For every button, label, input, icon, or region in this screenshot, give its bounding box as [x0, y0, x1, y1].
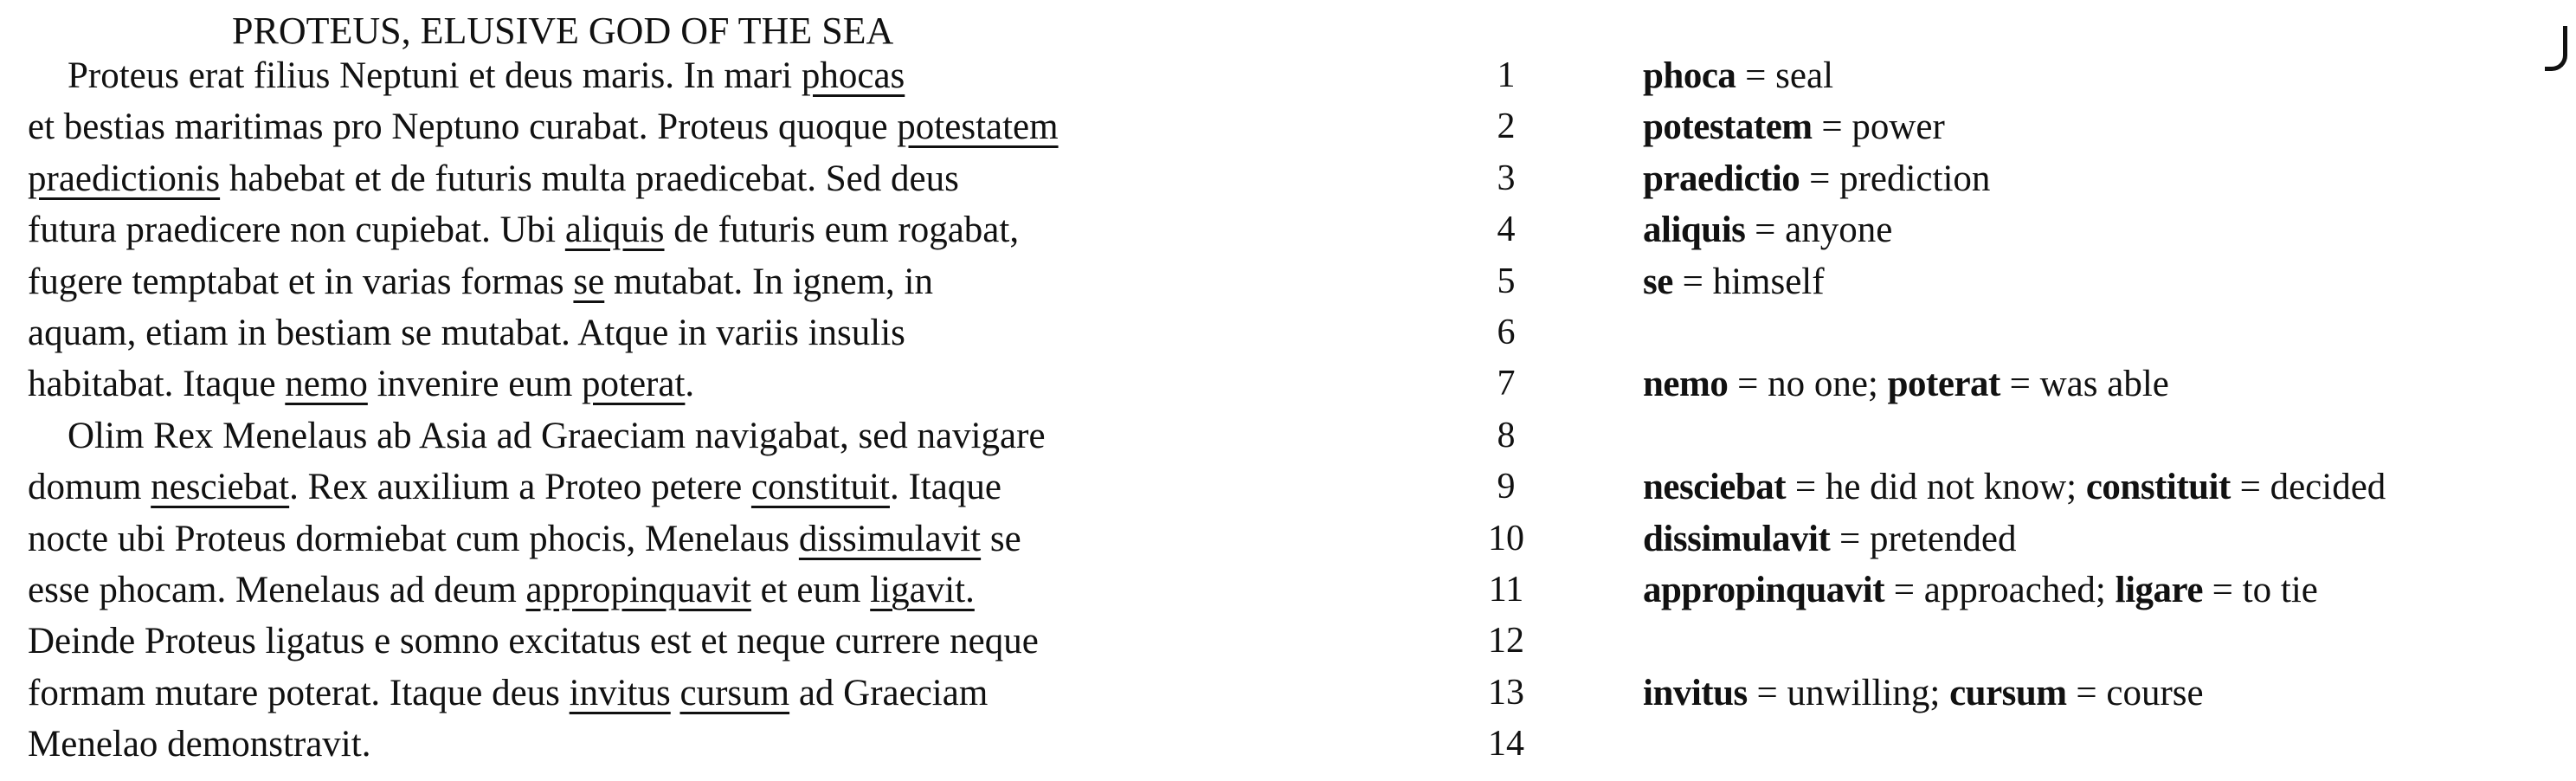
- passage-text: Deinde Proteus ligatus e somno excitatus est et neque currere neque: [28, 621, 1039, 662]
- gloss-definition: = prediction: [1800, 158, 1991, 199]
- gloss-term: nesciebat: [1643, 467, 1787, 508]
- gloss-term: appropinquavit: [1643, 569, 1885, 610]
- gloss-line: [1643, 153, 2386, 204]
- glossed-word: praedictionis: [28, 158, 221, 199]
- gloss-definition: = was able: [2000, 364, 2169, 405]
- gloss-line: [1643, 668, 2386, 719]
- gloss-term: potestatem: [1643, 106, 1813, 148]
- gloss-term: se: [1643, 261, 1673, 302]
- glossed-word: invitus: [569, 672, 671, 713]
- gloss-term: praedictio: [1643, 158, 1800, 199]
- passage-text: nocte ubi Proteus dormiebat cum phocis, Menelaus: [28, 518, 799, 559]
- passage-text: . Itaque: [889, 467, 1001, 508]
- glossed-word: cursum: [679, 672, 790, 713]
- line-number: 13: [1488, 672, 1524, 713]
- glossed-word: appropinquavit: [525, 569, 751, 610]
- passage-text: de futuris eum rogabat,: [664, 210, 1020, 251]
- gloss-definition: = approached;: [1884, 569, 2116, 610]
- line-number: 7: [1497, 364, 1516, 404]
- passage-text: esse phocam. Menelaus ad deum: [28, 569, 526, 610]
- passage-text: Olim Rex Menelaus ab Asia ad Graeciam navigabat, sed navigare: [68, 415, 1046, 456]
- line-number: 2: [1497, 106, 1516, 147]
- passage-text: [671, 673, 680, 713]
- passage-text: futura praedicere non cupiebat. Ubi: [28, 210, 565, 251]
- passage-line: [28, 668, 1059, 719]
- passage-line: [28, 616, 1059, 667]
- gloss-definition: = power: [1812, 106, 1945, 148]
- gloss-definition: = to tie: [2202, 569, 2318, 610]
- gloss-definition: = he did not know;: [1786, 467, 2086, 508]
- line-number: 6: [1497, 312, 1516, 352]
- passage-text: mutabat. In ignem, in: [604, 261, 934, 302]
- glossed-word: aliquis: [564, 210, 665, 251]
- gloss-definition: = pretended: [1830, 518, 2017, 559]
- passage-text: formam mutare poterat. Itaque deus: [28, 672, 570, 713]
- passage-text: et bestias maritimas pro Neptuno curabat. Proteus quoque: [28, 106, 898, 148]
- passage-text: . Rex auxilium a Proteo petere: [289, 467, 751, 508]
- passage-text: ad Graeciam: [789, 672, 989, 713]
- line-number: 8: [1497, 415, 1516, 455]
- vocabulary-glosses: [1643, 50, 2386, 770]
- passage-line: [28, 565, 1059, 616]
- gloss-term: cursum: [1949, 672, 2067, 713]
- line-number: 11: [1488, 569, 1524, 610]
- gloss-line: [1643, 50, 2386, 101]
- passage-text: aquam, etiam in bestiam se mutabat. Atque in variis insulis: [28, 312, 905, 353]
- glossed-word: potestatem: [897, 106, 1059, 148]
- glossed-word: phocas: [801, 55, 905, 96]
- passage-line: [28, 307, 1059, 358]
- gloss-term: constituit: [2085, 467, 2231, 508]
- gloss-definition: = anyone: [1745, 210, 1893, 251]
- gloss-line: [1643, 410, 2386, 462]
- passage-line: [28, 462, 1059, 513]
- glossed-word: nemo: [285, 364, 368, 405]
- passage-text: domum: [28, 467, 151, 508]
- line-number: 1: [1497, 55, 1516, 95]
- passage-line: [28, 410, 1059, 462]
- passage-line: [28, 204, 1059, 255]
- gloss-definition: = unwilling;: [1747, 672, 1950, 713]
- passage-line: [28, 256, 1059, 307]
- gloss-line: [1643, 513, 2386, 565]
- glossed-word: se: [573, 261, 605, 302]
- gloss-line: [1643, 307, 2386, 358]
- gloss-definition: = seal: [1736, 55, 1834, 96]
- gloss-term: aliquis: [1643, 210, 1746, 251]
- gloss-term: phoca: [1643, 55, 1736, 96]
- gloss-line: [1643, 256, 2386, 307]
- passage-text: Proteus erat filius Neptuni et deus maris. In mari: [68, 55, 802, 96]
- gloss-line: [1643, 101, 2386, 152]
- glossed-word: ligavit.: [870, 569, 975, 610]
- passage-line: [28, 153, 1059, 204]
- glossed-word: poterat: [582, 364, 686, 405]
- glossed-word: constituit: [750, 467, 890, 508]
- gloss-term: dissimulavit: [1643, 518, 1831, 559]
- gloss-line: [1643, 719, 2386, 770]
- line-number: 4: [1497, 210, 1516, 250]
- line-number-column: [1437, 50, 1575, 770]
- passage-text: habebat et de futuris multa praedicebat. Sed deus: [220, 158, 959, 199]
- passage-text: fugere temptabat et in varias formas: [28, 261, 574, 302]
- gloss-line: [1643, 565, 2386, 616]
- passage-line: [28, 50, 1059, 101]
- glossed-word: dissimulavit: [798, 518, 982, 559]
- gloss-term: nemo: [1643, 364, 1729, 405]
- line-number: 10: [1488, 518, 1524, 558]
- gloss-definition: = no one;: [1728, 364, 1888, 405]
- latin-passage: [28, 50, 1059, 770]
- gloss-term: invitus: [1643, 672, 1748, 713]
- gloss-line: [1643, 462, 2386, 513]
- page-corner-mark: [2545, 26, 2567, 71]
- gloss-term: ligare: [2115, 569, 2203, 610]
- page-title: PROTEUS, ELUSIVE GOD OF THE SEA: [232, 10, 894, 52]
- line-number: 3: [1497, 158, 1516, 198]
- glossed-word: nesciebat: [151, 467, 290, 508]
- gloss-line: [1643, 204, 2386, 255]
- gloss-definition: = course: [2066, 672, 2204, 713]
- line-number: 14: [1488, 724, 1524, 765]
- passage-text: .: [685, 364, 695, 405]
- line-number: 12: [1488, 621, 1524, 662]
- passage-line: [28, 719, 1059, 770]
- line-number: 9: [1497, 467, 1516, 507]
- line-number: 5: [1497, 261, 1516, 301]
- passage-text: et eum: [750, 569, 871, 610]
- gloss-definition: = himself: [1672, 261, 1825, 302]
- gloss-line: [1643, 616, 2386, 667]
- passage-text: Menelao demonstravit.: [28, 724, 371, 765]
- passage-line: [28, 101, 1059, 152]
- passage-text: se: [981, 518, 1021, 559]
- gloss-definition: = decided: [2230, 467, 2386, 508]
- passage-text: habitabat. Itaque: [28, 364, 286, 405]
- gloss-term: poterat: [1887, 364, 2000, 405]
- passage-line: [28, 358, 1059, 410]
- gloss-line: [1643, 358, 2386, 410]
- passage-line: [28, 513, 1059, 565]
- passage-text: invenire eum: [367, 364, 583, 405]
